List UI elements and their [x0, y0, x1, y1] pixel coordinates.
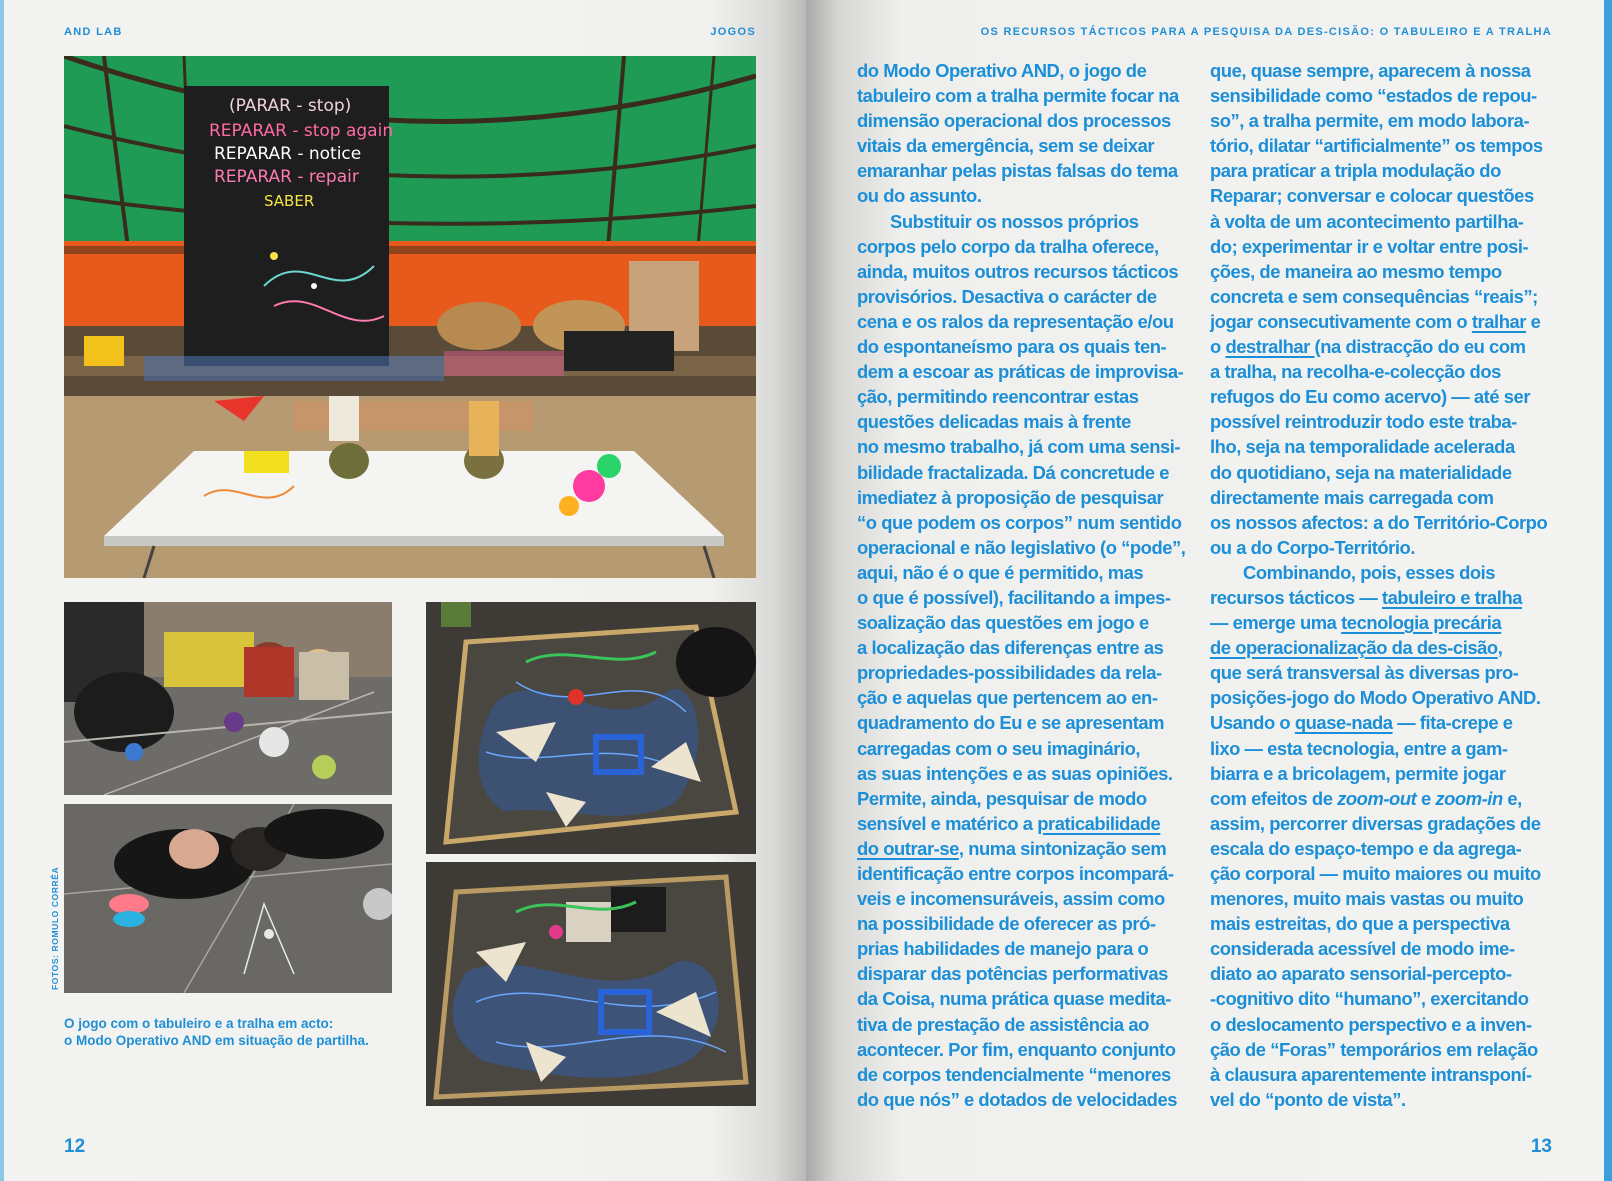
link-tabuleiro-e-tralha[interactable]: tabuleiro e tralha	[1381, 586, 1523, 608]
text-line: que, quase sempre, aparecem à nossa	[1210, 60, 1531, 81]
running-head-left: AND LAB	[64, 26, 123, 38]
text-line: com efeitos de zoom-out e zoom-in e,	[1210, 787, 1522, 809]
photo-board-topview-1	[426, 602, 756, 854]
text-line: — emerge uma tecnologia precária	[1210, 612, 1502, 634]
photo-tent-board	[64, 56, 756, 578]
text-line: escala do espaço-tempo e da agrega-	[1210, 837, 1522, 859]
link-quase-nada[interactable]: quase-nada	[1294, 712, 1393, 734]
text-line: imediatez à proposição de pesquisar	[857, 486, 1164, 508]
link-operacionalizacao[interactable]: de operacionalização da des-cisão	[1210, 637, 1498, 659]
text-line: ção e aquelas que pertencem ao en-	[857, 687, 1158, 709]
text-line: ou a do Corpo-Território.	[1210, 536, 1415, 558]
text-line: sensível e matérico a praticabilidade	[857, 812, 1161, 834]
text-line: do; experimentar ir e voltar entre posi-	[1210, 235, 1529, 257]
running-head-section: JOGOS	[710, 26, 756, 38]
page-edge-right	[1604, 0, 1612, 1181]
text-line: cena e os ralos da representação e/ou	[857, 310, 1174, 332]
text-line: ção, permitindo reencontrar estas	[857, 386, 1139, 408]
photo-board-topview-2	[426, 862, 756, 1106]
link-outrar-se[interactable]: do outrar-se	[857, 837, 959, 859]
text-line: menores, muito mais vastas ou muito	[1210, 888, 1524, 910]
text-line: acontecer. Por fim, enquanto conjunto	[857, 1038, 1176, 1060]
text-line: à clausura aparentemente intransponí-	[1210, 1063, 1532, 1085]
text-line: lho, seja na temporalidade acelerada	[1210, 436, 1515, 458]
text-line: assim, percorrer diversas gradações de	[1210, 812, 1541, 834]
text-line: lixo — esta tecnologia, entre a gam-	[1210, 737, 1508, 759]
text-line: Reparar; conversar e colocar questões	[1210, 185, 1534, 207]
text-line: mais estreitas, do que a perspectiva	[1210, 913, 1510, 935]
text-line: -cognitivo dito “humano”, exercitando	[1210, 988, 1529, 1010]
text-line: Combinando, pois, esses dois	[1243, 561, 1496, 583]
text-line: jogar consecutivamente com o tralhar e	[1210, 310, 1541, 332]
text-line: ainda, muitos outros recursos tácticos	[857, 260, 1179, 282]
link-tecnologia-precaria[interactable]: tecnologia precária	[1341, 612, 1502, 634]
text-line: questões delicadas mais à frente	[857, 411, 1131, 433]
text-line: aqui, não é o que é permitido, mas	[857, 561, 1144, 583]
text-line: do Modo Operativo AND, o jogo de	[857, 60, 1147, 81]
text-line: diato ao aparato sensorial-percepto-	[1210, 963, 1512, 985]
text-line: ções, de maneira ao mesmo tempo	[1210, 260, 1502, 282]
text-line: ção de “Foras” temporários em relação	[1210, 1038, 1538, 1060]
text-line: vitais da emergência, sem se deixar	[857, 135, 1155, 157]
photo-people-floor-2	[64, 804, 392, 993]
text-line: o destralhar (na distracção do eu com	[1210, 336, 1526, 358]
text-column-1	[857, 58, 1197, 1112]
link-praticabilidade[interactable]: praticabilidade	[1037, 812, 1161, 834]
text-line: so”, a tralha permite, em modo labora-	[1210, 110, 1530, 132]
text-column-2	[1210, 58, 1555, 1112]
photo-people-floor-1	[64, 602, 392, 795]
text-line: refugos do Eu como acervo) — até ser	[1210, 386, 1531, 408]
text-line: do outrar-se, numa sintonização sem	[857, 837, 1167, 859]
text-line: concreta e sem consequências “reais”;	[1210, 285, 1538, 307]
text-line: considerada acessível de modo ime-	[1210, 938, 1515, 960]
text-line: dem a escoar as práticas de improvisa-	[857, 361, 1184, 383]
text-line: identificação entre corpos incompará-	[857, 863, 1174, 884]
text-line: recursos tácticos — tabuleiro e tralha	[1210, 586, 1523, 608]
text-line: para praticar a tripla modulação do	[1210, 160, 1501, 182]
text-line: sensibilidade como “estados de repou-	[1210, 85, 1537, 107]
text-line: Usando o quase-nada — fita-crepe e	[1210, 712, 1513, 734]
text-line: do espontaneísmo para os quais ten-	[857, 336, 1167, 358]
text-line: propriedades-possibilidades da rela-	[857, 662, 1162, 684]
page-edge-left	[0, 0, 4, 1181]
text-line: que será transversal às diversas pro-	[1210, 662, 1519, 684]
text-line: tiva de prestação de assistência ao	[857, 1013, 1149, 1035]
page-number-left: 12	[64, 1136, 86, 1157]
text-line: tabuleiro com a tralha permite focar na	[857, 85, 1179, 107]
chalk-line-4: REPARAR - repair	[214, 167, 359, 187]
text-line: quadramento do Eu e se apresentam	[857, 712, 1165, 734]
text-line: do quotidiano, seja na materialidade	[1210, 461, 1512, 483]
link-tralhar[interactable]: tralhar	[1471, 310, 1526, 332]
text-line: a localização das diferenças entre as	[857, 637, 1164, 659]
text-line: posições-jogo do Modo Operativo AND.	[1210, 687, 1541, 709]
text-line: bilidade fractalizada. Dá concretude e	[857, 461, 1169, 483]
caption-line-2: o Modo Operativo AND em situação de partilha.	[64, 1033, 369, 1048]
text-line: biarra e a bricolagem, permite jogar	[1210, 762, 1506, 784]
text-line: dimensão operacional dos processos	[857, 110, 1171, 132]
text-line: soalização das questões em jogo e	[857, 612, 1149, 634]
text-line: vel do “ponto de vista”.	[1210, 1088, 1406, 1110]
text-line: as suas intenções e as suas opiniões.	[857, 762, 1173, 784]
text-line: carregadas com o seu imaginário,	[857, 737, 1141, 759]
text-line: veis e incomensuráveis, assim como	[857, 888, 1165, 910]
text-line: prias habilidades de manejo para o	[857, 938, 1149, 960]
text-line: provisórios. Desactiva o carácter de	[857, 285, 1157, 307]
text-line: Permite, ainda, pesquisar de modo	[857, 787, 1147, 809]
text-line: da Coisa, numa prática quase medita-	[857, 988, 1171, 1010]
running-head-right: OS RECURSOS TÁCTICOS PARA A PESQUISA DA DES-CISÃO: O TABULEIRO E A TRALHA	[980, 26, 1552, 38]
chalk-line-5: SABER	[264, 192, 315, 210]
page-number-right: 13	[1530, 1136, 1552, 1157]
text-line: no mesmo trabalho, já com uma sensi-	[857, 436, 1181, 458]
right-page	[806, 0, 1612, 1181]
text-line: “o que podem os corpos” num sentido	[857, 511, 1182, 533]
text-line: na possibilidade de oferecer as pró-	[857, 913, 1156, 935]
text-line: ou do assunto.	[857, 185, 982, 207]
text-line: ção corporal — muito maiores ou muito	[1210, 863, 1541, 884]
chalk-line-1: (PARAR - stop)	[229, 96, 352, 116]
chalk-line-3: REPARAR - notice	[214, 144, 362, 164]
caption-line-1: O jogo com o tabuleiro e a tralha em acto:	[64, 1016, 334, 1031]
text-line: a tralha, na recolha-e-colecção dos	[1210, 361, 1501, 383]
text-line: do que nós” e dotados de velocidades	[857, 1088, 1178, 1110]
text-line: à volta de um acontecimento partilha-	[1210, 210, 1524, 232]
photo-caption	[64, 1015, 424, 1049]
text-line: o que é possível), facilitando a impes-	[857, 586, 1171, 608]
text-line: disparar das potências performativas	[857, 963, 1168, 985]
link-destralhar[interactable]: destralhar	[1225, 336, 1315, 358]
text-line: de operacionalização da des-cisão,	[1210, 637, 1503, 659]
chalk-line-2: REPARAR - stop again	[209, 121, 394, 141]
text-line: emaranhar pelas pistas falsas do tema	[857, 160, 1178, 182]
text-line: directamente mais carregada com	[1210, 486, 1494, 508]
text-line: de corpos tendencialmente “menores	[857, 1063, 1171, 1085]
text-line: os nossos afectos: a do Território-Corpo	[1210, 511, 1548, 533]
text-line: tório, dilatar “artificialmente” os tempos	[1210, 135, 1543, 157]
text-line: Substituir os nossos próprios	[890, 210, 1139, 232]
text-line: corpos pelo corpo da tralha oferece,	[857, 235, 1159, 257]
text-line: operacional e não legislativo (o “pode”,	[857, 536, 1186, 558]
photo-credit: FOTOS: ROMULO CORRÊA	[50, 866, 60, 990]
text-line: o deslocamento perspectivo e a inven-	[1210, 1013, 1532, 1035]
text-line: possível reintroduzir todo este traba-	[1210, 411, 1517, 433]
